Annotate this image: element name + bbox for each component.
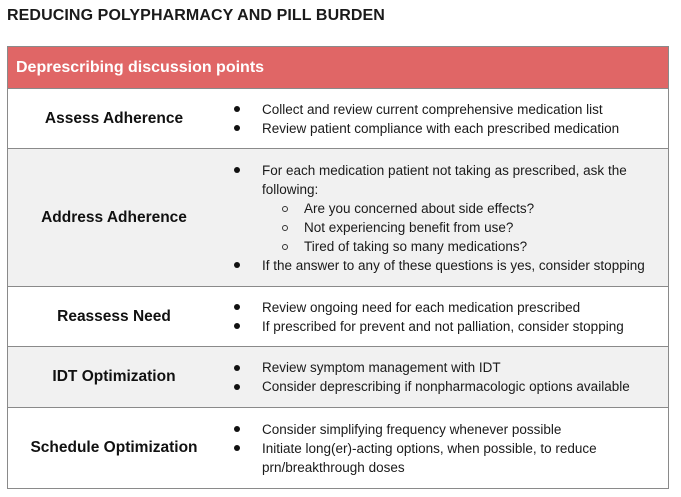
circle-bullet-icon (282, 206, 288, 212)
row-content (220, 149, 668, 286)
bullet-icon (234, 323, 240, 329)
row-label: Reassess Need (57, 307, 171, 325)
bullet-icon (234, 167, 240, 173)
row-label: Assess Adherence (44, 109, 184, 127)
list-item: Consider deprescribing if nonpharmacologic options available (234, 377, 662, 396)
list-item: Review symptom management with IDT (234, 358, 662, 377)
table-row-idt-optimization (8, 347, 668, 408)
sub-list-item: Tired of taking so many medications? (234, 237, 662, 256)
deprescribing-table (7, 46, 669, 489)
bullet-icon (234, 262, 240, 268)
table-row-schedule-optimization (8, 408, 668, 488)
bullet-icon (234, 445, 240, 451)
row-content (220, 347, 668, 407)
list-item: Collect and review current comprehensive medication list (234, 100, 662, 119)
bullet-icon (234, 384, 240, 390)
sub-list-item: Are you concerned about side effects? (234, 199, 662, 218)
list-item: For each medication patient not taking as prescribed, ask the following: (234, 161, 662, 199)
circle-bullet-icon (282, 225, 288, 231)
row-content (220, 408, 668, 488)
circle-bullet-icon (282, 244, 288, 250)
sub-list-item: Not experiencing benefit from use? (234, 218, 662, 237)
table-row-address-adherence (8, 149, 668, 287)
list-item: Initiate long(er)-acting options, when possible, to reduce prn/breakthrough doses (234, 439, 662, 477)
row-label: Schedule Optimization (30, 439, 198, 456)
row-content (220, 89, 668, 148)
table-row-reassess-need (8, 287, 668, 347)
list-item: If prescribed for prevent and not palliation, consider stopping (234, 317, 662, 336)
bullet-icon (234, 426, 240, 432)
table-row-assess-adherence (8, 89, 668, 149)
row-content (220, 287, 668, 346)
bullet-icon (234, 106, 240, 112)
row-label: IDT Optimization (52, 368, 176, 385)
bullet-icon (234, 125, 240, 131)
bullet-icon (234, 365, 240, 371)
list-item: Review ongoing need for each medication prescribed (234, 298, 662, 317)
bullet-icon (234, 304, 240, 310)
list-item: Consider simplifying frequency whenever possible (234, 420, 662, 439)
table-header: Deprescribing discussion points (8, 47, 668, 89)
page-title: REDUCING POLYPHARMACY AND PILL BURDEN (7, 7, 385, 24)
list-item: Review patient compliance with each prescribed medication (234, 119, 662, 138)
row-label: Address Adherence (41, 208, 187, 226)
list-item: If the answer to any of these questions is yes, consider stopping (234, 256, 662, 275)
